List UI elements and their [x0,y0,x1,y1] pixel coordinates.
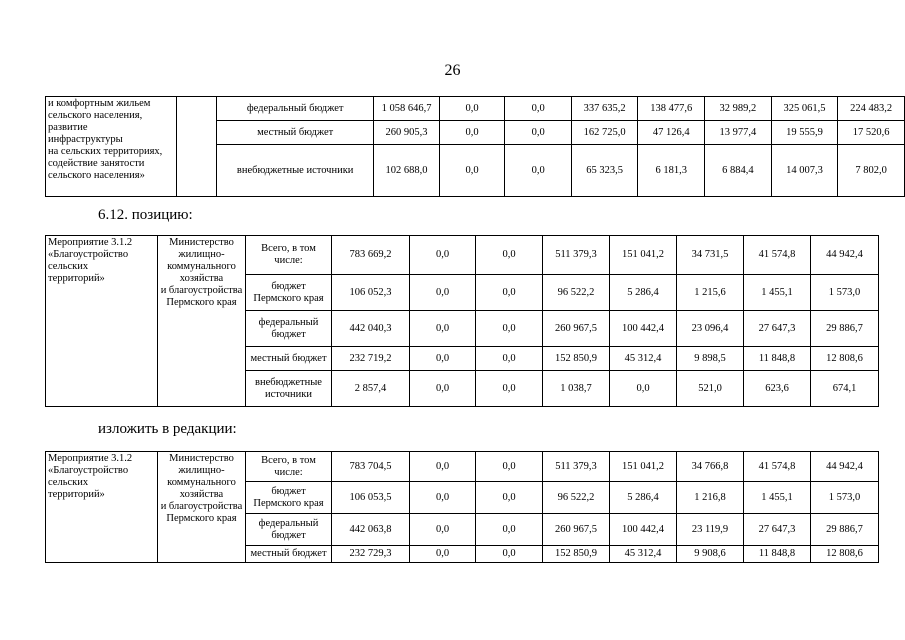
organization-line: и благоустройства [160,501,243,512]
organization-line: коммунального [167,477,236,488]
organization-line: Пермского края [166,513,237,524]
value-cell: 9 908,6 [677,546,744,563]
value-cell: 17 520,6 [838,121,905,145]
source-cell: внебюджетные источники [217,145,374,197]
table-new-position [45,451,879,563]
value-cell: 11 848,8 [744,347,811,371]
value-cell: 0,0 [410,482,476,514]
value-cell: 0,0 [410,311,476,347]
organization-line: хозяйства [179,273,224,284]
value-cell: 0,0 [476,311,543,347]
description-line: Мероприятие 3.1.2 [48,237,133,248]
value-cell: 0,0 [505,145,572,197]
value-cell: 41 574,8 [744,236,811,275]
value-cell: 29 886,7 [811,311,879,347]
table-row [46,236,879,275]
value-cell: 23 119,9 [677,514,744,546]
value-cell: 1 573,0 [811,275,879,311]
value-cell: 106 053,5 [332,482,410,514]
value-cell: 0,0 [476,514,543,546]
value-cell: 0,0 [476,236,543,275]
value-cell: 623,6 [744,371,811,407]
description-line: сельского населения, [48,110,143,121]
description-cell [46,97,177,197]
value-cell: 27 647,3 [744,311,811,347]
value-cell: 162 725,0 [571,121,638,145]
page-number: 26 [444,62,461,79]
table-old-position [45,235,879,407]
source-cell: бюджет Пермского края [246,275,332,311]
value-cell: 511 379,3 [543,452,610,482]
value-cell: 7 802,0 [838,145,905,197]
value-cell: 260 967,5 [543,514,610,546]
value-cell: 6 884,4 [705,145,772,197]
description-line: сельских [48,261,89,272]
organization-line: Пермского края [166,297,237,308]
description-cell [46,236,158,407]
value-cell: 0,0 [410,275,476,311]
value-cell: 0,0 [410,514,476,546]
value-cell: 1 216,8 [677,482,744,514]
value-cell: 1 058 646,7 [374,97,440,121]
value-cell: 9 898,5 [677,347,744,371]
description-line: территорий» [48,273,105,284]
description-line: сельских [48,477,89,488]
value-cell: 0,0 [476,452,543,482]
value-cell: 783 704,5 [332,452,410,482]
value-cell: 1 215,6 [677,275,744,311]
value-cell: 23 096,4 [677,311,744,347]
source-cell: внебюджетные источники [246,371,332,407]
value-cell: 100 442,4 [610,311,677,347]
description-line: содействие занятости [48,158,145,169]
value-cell: 674,1 [811,371,879,407]
value-cell: 152 850,9 [543,347,610,371]
value-cell: 0,0 [476,347,543,371]
value-cell: 12 808,6 [811,546,879,563]
source-cell: местный бюджет [246,546,332,563]
value-cell: 102 688,0 [374,145,440,197]
section-heading: 6.12. позицию: [98,207,193,223]
value-cell: 44 942,4 [811,452,879,482]
value-cell: 100 442,4 [610,514,677,546]
source-cell: Всего, в том числе: [246,236,332,275]
value-cell: 151 041,2 [610,452,677,482]
value-cell: 1 455,1 [744,482,811,514]
source-cell: местный бюджет [217,121,374,145]
value-cell: 442 040,3 [332,311,410,347]
value-cell: 0,0 [410,236,476,275]
source-cell: Всего, в том числе: [246,452,332,482]
organization-cell [158,236,246,407]
value-cell: 106 052,3 [332,275,410,311]
value-cell: 45 312,4 [610,546,677,563]
organization-cell [177,97,217,197]
value-cell: 0,0 [476,546,543,563]
value-cell: 12 808,6 [811,347,879,371]
value-cell: 0,0 [410,452,476,482]
source-cell: федеральный бюджет [246,514,332,546]
value-cell: 0,0 [410,347,476,371]
value-cell: 0,0 [439,121,505,145]
value-cell: 442 063,8 [332,514,410,546]
description-line: Мероприятие 3.1.2 [48,453,133,464]
description-line: на сельских территориях, [48,146,163,157]
source-cell: местный бюджет [246,347,332,371]
value-cell: 1 573,0 [811,482,879,514]
value-cell: 1 455,1 [744,275,811,311]
organization-line: жилищно- [178,249,225,260]
organization-line: хозяйства [179,489,224,500]
value-cell: 32 989,2 [705,97,772,121]
description-line: территорий» [48,489,105,500]
value-cell: 14 007,3 [771,145,838,197]
value-cell: 0,0 [505,97,572,121]
source-cell: федеральный бюджет [246,311,332,347]
value-cell: 34 731,5 [677,236,744,275]
organization-cell [158,452,246,563]
value-cell: 224 483,2 [838,97,905,121]
value-cell: 13 977,4 [705,121,772,145]
organization-line: коммунального [167,261,236,272]
value-cell: 0,0 [505,121,572,145]
table-row [46,452,879,482]
value-cell: 65 323,5 [571,145,638,197]
table-continuation [45,96,905,197]
section-heading: изложить в редакции: [98,421,237,437]
value-cell: 47 126,4 [638,121,705,145]
value-cell: 232 729,3 [332,546,410,563]
value-cell: 1 038,7 [543,371,610,407]
value-cell: 260 905,3 [374,121,440,145]
value-cell: 34 766,8 [677,452,744,482]
value-cell: 19 555,9 [771,121,838,145]
value-cell: 521,0 [677,371,744,407]
value-cell: 0,0 [439,145,505,197]
value-cell: 5 286,4 [610,482,677,514]
organization-line: Министерство [169,453,234,464]
value-cell: 0,0 [410,371,476,407]
organization-line: жилищно- [178,465,225,476]
value-cell: 138 477,6 [638,97,705,121]
value-cell: 96 522,2 [543,275,610,311]
value-cell: 325 061,5 [771,97,838,121]
table-row [46,97,905,121]
value-cell: 152 850,9 [543,546,610,563]
value-cell: 6 181,3 [638,145,705,197]
source-cell: федеральный бюджет [217,97,374,121]
value-cell: 27 647,3 [744,514,811,546]
value-cell: 5 286,4 [610,275,677,311]
description-line: сельского населения» [48,170,145,181]
description-line: развитие [48,122,88,133]
organization-line: Министерство [169,237,234,248]
value-cell: 0,0 [476,482,543,514]
value-cell: 783 669,2 [332,236,410,275]
value-cell: 44 942,4 [811,236,879,275]
value-cell: 0,0 [476,371,543,407]
description-cell [46,452,158,563]
value-cell: 0,0 [610,371,677,407]
value-cell: 41 574,8 [744,452,811,482]
description-line: и комфортным жильем [48,98,151,109]
value-cell: 0,0 [439,97,505,121]
value-cell: 2 857,4 [332,371,410,407]
value-cell: 29 886,7 [811,514,879,546]
organization-line: и благоустройства [160,285,243,296]
value-cell: 337 635,2 [571,97,638,121]
value-cell: 511 379,3 [543,236,610,275]
value-cell: 0,0 [476,275,543,311]
value-cell: 151 041,2 [610,236,677,275]
description-line: «Благоустройство [48,465,129,476]
source-cell: бюджет Пермского края [246,482,332,514]
value-cell: 260 967,5 [543,311,610,347]
value-cell: 232 719,2 [332,347,410,371]
value-cell: 45 312,4 [610,347,677,371]
value-cell: 0,0 [410,546,476,563]
value-cell: 96 522,2 [543,482,610,514]
value-cell: 11 848,8 [744,546,811,563]
description-line: «Благоустройство [48,249,129,260]
description-line: инфраструктуры [48,134,123,145]
